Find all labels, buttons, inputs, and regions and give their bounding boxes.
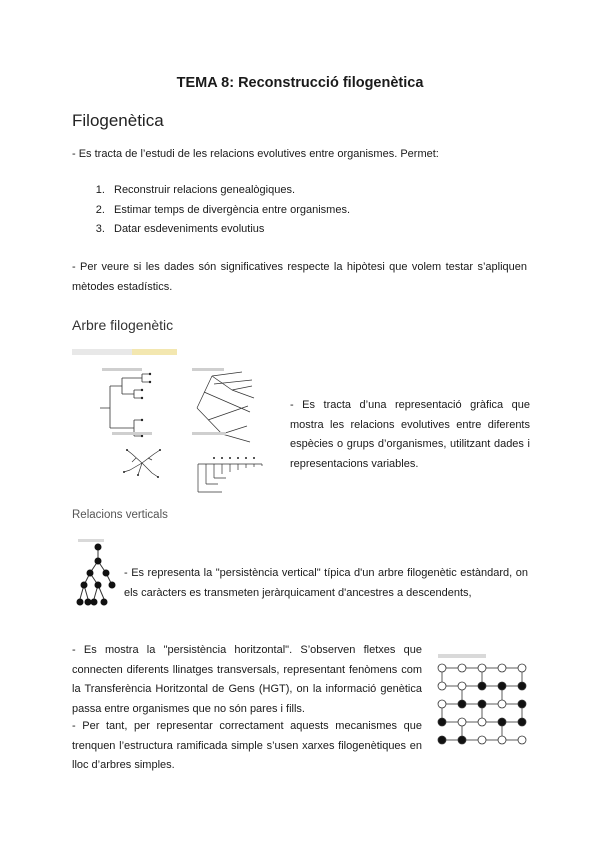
tree-description: - Es tracta d’una representació gràfica que mostra les relacions evolutives entre diferents espècies o grups d’organismes, utilitzant dades i representacions variables. bbox=[290, 399, 530, 470]
networks-paragraph: - Per tant, per representar correctament aquests mecanismes que trenquen l’estructura ramificada simple s’usen xarxes filogenètiques en lloc d’arbres simples. bbox=[72, 720, 422, 771]
list-item: 1. Reconstruir relacions genealògiques. bbox=[108, 181, 350, 201]
horizontal-paragraph: - Es mostra la "persistència horitzontal". S’observen fletxes que connecten diferents llinatges transversals, representant fenòmens com la Transferència Horitzontal de Gens (HGT), on la informació genètica passa entre organismes que no són pares i fills. bbox=[72, 644, 422, 715]
tree-types-figure bbox=[72, 346, 282, 498]
network-node bbox=[518, 718, 526, 726]
network-node bbox=[498, 718, 506, 726]
network-node bbox=[458, 700, 466, 708]
network-node bbox=[438, 736, 446, 744]
list-item: 2. Estimar temps de divergència entre organismes. bbox=[108, 201, 350, 221]
intro-paragraph: - Es tracta de l’estudi de les relacions evolutives entre organismes. Permet: bbox=[72, 148, 439, 160]
page-title: TEMA 8: Reconstrucció filogenètica bbox=[176, 75, 424, 91]
vertical-paragraph: - Es representa la "persistència vertical" típica d'un arbre filogenètic estàndard, on els caràcters es transmeten jeràrquicament d'ancestres a descendents, bbox=[124, 567, 528, 599]
network-node bbox=[458, 664, 466, 672]
network-node bbox=[498, 664, 506, 672]
horizontal-persistence-network bbox=[434, 652, 534, 754]
network-node bbox=[478, 700, 486, 708]
network-node bbox=[438, 664, 446, 672]
section-heading-arbre: Arbre filogenètic bbox=[72, 317, 174, 333]
network-node bbox=[478, 736, 486, 744]
network-node bbox=[518, 682, 526, 690]
section-heading-relacions: Relacions verticals bbox=[72, 509, 168, 521]
network-node bbox=[458, 682, 466, 690]
uses-list bbox=[88, 181, 350, 240]
section-heading-filogenetica: Filogenètica bbox=[72, 111, 164, 130]
network-node bbox=[518, 736, 526, 744]
network-node bbox=[438, 682, 446, 690]
network-node bbox=[518, 664, 526, 672]
network-node bbox=[478, 664, 486, 672]
network-node bbox=[478, 682, 486, 690]
network-node bbox=[438, 700, 446, 708]
network-node bbox=[478, 718, 486, 726]
network-node bbox=[458, 736, 466, 744]
network-node bbox=[438, 718, 446, 726]
network-node bbox=[518, 700, 526, 708]
network-node bbox=[498, 700, 506, 708]
vertical-persistence-tree bbox=[70, 537, 120, 617]
stats-paragraph: - Per veure si les dades són significatives respecte la hipòtesi que volem testar s’apliquen mètodes estadístics. bbox=[72, 261, 527, 293]
network-node bbox=[498, 736, 506, 744]
list-item: 3. Datar esdeveniments evolutius bbox=[108, 220, 350, 240]
network-node bbox=[458, 718, 466, 726]
network-node bbox=[498, 682, 506, 690]
